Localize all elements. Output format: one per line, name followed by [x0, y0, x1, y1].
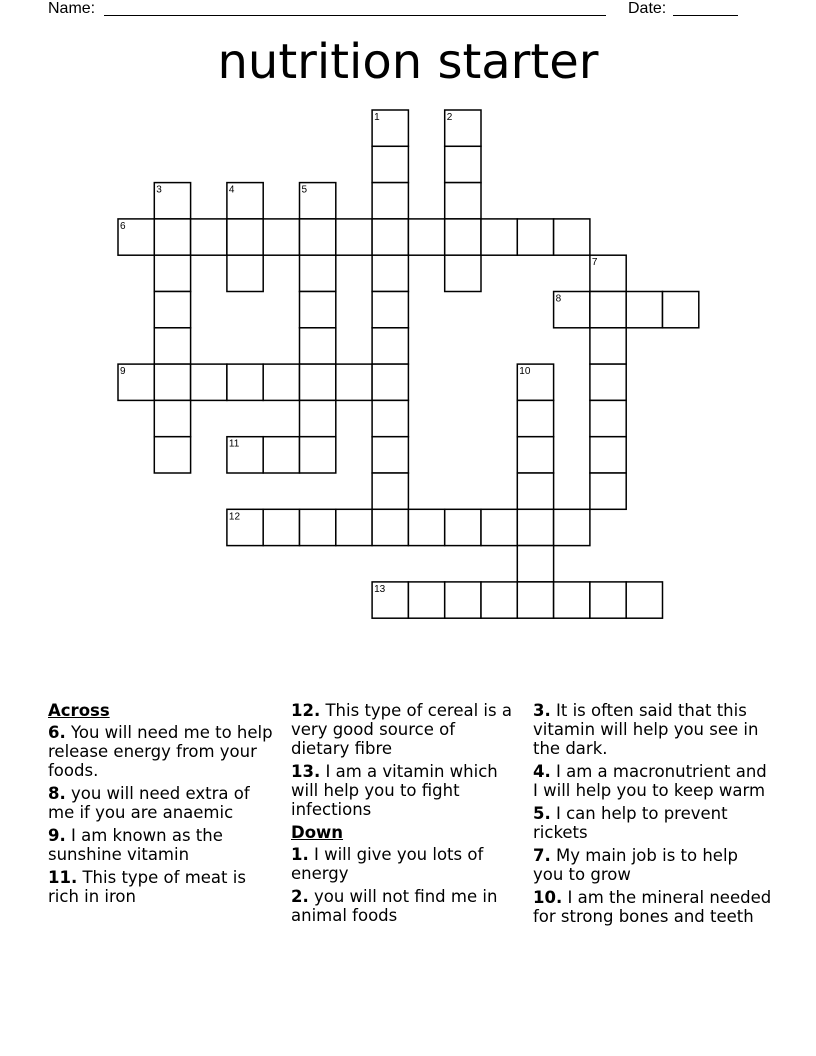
- grid-cell[interactable]: [372, 437, 408, 473]
- clue-number: 5.: [533, 804, 551, 823]
- grid-cell[interactable]: [445, 582, 481, 618]
- cell-number: 5: [301, 184, 308, 196]
- grid-cell[interactable]: [408, 509, 444, 545]
- grid-cell[interactable]: [554, 582, 590, 618]
- grid-cell[interactable]: [300, 219, 336, 255]
- clue-across-8: [48, 784, 273, 822]
- clue-number: 13.: [291, 762, 321, 781]
- grid-cell[interactable]: [517, 546, 553, 582]
- clue-text: I am a macronutrient and I will help you to keep warm: [533, 762, 767, 800]
- grid-cell[interactable]: [445, 219, 481, 255]
- grid-cell[interactable]: [590, 437, 626, 473]
- grid-cell[interactable]: [481, 509, 517, 545]
- across-heading: Across: [48, 701, 110, 720]
- grid-cell[interactable]: [263, 437, 299, 473]
- clue-text: I am a vitamin which will help you to fight infections: [291, 762, 498, 819]
- page-title: nutrition starter: [217, 34, 599, 90]
- cell-number: 3: [156, 184, 162, 196]
- cell-number: 13: [374, 583, 386, 595]
- grid-cell[interactable]: [227, 255, 263, 291]
- grid-cell[interactable]: [481, 582, 517, 618]
- clue-text: This type of cereal is a very good source of dietary fibre: [291, 701, 512, 758]
- grid-cell[interactable]: [590, 364, 626, 400]
- grid-cell[interactable]: [336, 509, 372, 545]
- clue-down-7: [533, 846, 773, 884]
- grid-cell[interactable]: [263, 219, 299, 255]
- clue-down-1: [291, 845, 516, 883]
- grid-cell[interactable]: [300, 364, 336, 400]
- clue-number: 10.: [533, 888, 563, 907]
- grid-cell[interactable]: [372, 219, 408, 255]
- grid-cell[interactable]: [517, 582, 553, 618]
- cell-number: 12: [228, 511, 241, 523]
- cell-number: 9: [120, 366, 126, 378]
- clue-text: It is often said that this vitamin will help you see in the dark.: [533, 701, 759, 758]
- clue-number: 2.: [291, 887, 309, 906]
- grid-cell[interactable]: [191, 364, 227, 400]
- grid-cell[interactable]: [263, 364, 299, 400]
- clues-column-2: [291, 701, 516, 929]
- clue-text: I am known as the sunshine vitamin: [48, 826, 223, 864]
- grid-cell[interactable]: [300, 400, 336, 436]
- grid-cell[interactable]: [372, 328, 408, 364]
- grid-cell[interactable]: [663, 292, 699, 328]
- clue-number: 11.: [48, 868, 78, 887]
- grid-cell[interactable]: [227, 364, 263, 400]
- grid-cell[interactable]: [154, 437, 190, 473]
- grid-cell[interactable]: [372, 509, 408, 545]
- grid-cell[interactable]: [445, 255, 481, 291]
- clue-text: you will need extra of me if you are anaemic: [48, 784, 250, 822]
- grid-cell[interactable]: [336, 364, 372, 400]
- grid-cell[interactable]: [372, 146, 408, 182]
- grid-cell[interactable]: [517, 509, 553, 545]
- grid-cell[interactable]: [445, 146, 481, 182]
- grid-cell[interactable]: [590, 328, 626, 364]
- clue-number: 8.: [48, 784, 66, 803]
- cell-number: 1: [374, 112, 380, 123]
- date-label: Date:: [628, 0, 667, 17]
- grid-cell[interactable]: [445, 183, 481, 219]
- grid-cell[interactable]: [626, 582, 662, 618]
- clue-number: 1.: [291, 845, 309, 864]
- cell-number: 6: [120, 220, 126, 232]
- clue-text: I will give you lots of energy: [291, 845, 484, 883]
- clue-across-9: [48, 826, 273, 864]
- grid-cell[interactable]: [590, 292, 626, 328]
- clue-across-13: [291, 762, 516, 819]
- grid-cell[interactable]: [590, 473, 626, 509]
- grid-cell[interactable]: [372, 255, 408, 291]
- clue-down-3: [533, 701, 773, 758]
- grid-cell[interactable]: [590, 400, 626, 436]
- grid-cell[interactable]: [300, 437, 336, 473]
- grid-cell[interactable]: [590, 582, 626, 618]
- cell-number: 8: [555, 293, 562, 305]
- clues-column-3: [533, 701, 773, 930]
- clue-text: I am the mineral needed for strong bones and teeth: [533, 888, 772, 926]
- clue-across-6: [48, 723, 273, 780]
- grid-cell[interactable]: [154, 292, 190, 328]
- grid-cell[interactable]: [372, 292, 408, 328]
- grid-cell[interactable]: [517, 219, 553, 255]
- clue-down-5: [533, 804, 773, 842]
- grid-cell[interactable]: [154, 219, 190, 255]
- clue-text: You will need me to help release energy from your foods.: [48, 723, 273, 780]
- cell-number: 2: [446, 112, 453, 123]
- grid-cell[interactable]: [154, 400, 190, 436]
- grid-cell[interactable]: [263, 509, 299, 545]
- cell-number: 4: [228, 184, 235, 196]
- grid-cell[interactable]: [372, 400, 408, 436]
- cell-number: 7: [591, 257, 598, 269]
- grid-cell[interactable]: [154, 328, 190, 364]
- grid-cell[interactable]: [517, 400, 553, 436]
- grid-cell[interactable]: [154, 364, 190, 400]
- cell-number: 10: [519, 366, 531, 378]
- clue-number: 9.: [48, 826, 66, 845]
- grid-cell[interactable]: [372, 183, 408, 219]
- clue-text: you will not find me in animal foods: [291, 887, 498, 925]
- grid-cell[interactable]: [300, 255, 336, 291]
- grid-cell[interactable]: [227, 219, 263, 255]
- clue-across-11: [48, 868, 273, 906]
- clue-text: This type of meat is rich in iron: [48, 868, 246, 906]
- grid-cell[interactable]: [554, 509, 590, 545]
- grid-cell[interactable]: [154, 255, 190, 291]
- grid-cell[interactable]: [300, 328, 336, 364]
- clue-number: 12.: [291, 701, 321, 720]
- grid-cell[interactable]: [408, 582, 444, 618]
- clue-number: 6.: [48, 723, 66, 742]
- clue-across-12: [291, 701, 516, 758]
- grid-cell[interactable]: [481, 219, 517, 255]
- name-label: Name:: [48, 0, 96, 17]
- clue-number: 7.: [533, 846, 551, 865]
- clue-number: 4.: [533, 762, 551, 781]
- clue-number: 3.: [533, 701, 551, 720]
- grid-cell[interactable]: [517, 437, 553, 473]
- down-heading: Down: [291, 823, 344, 842]
- clue-text: My main job is to help you to grow: [533, 846, 739, 884]
- grid-cell[interactable]: [517, 473, 553, 509]
- grid-cell[interactable]: [336, 219, 372, 255]
- grid-cell[interactable]: [300, 292, 336, 328]
- grid-cell[interactable]: [626, 292, 662, 328]
- cell-number: 11: [228, 438, 240, 450]
- grid-cell[interactable]: [445, 509, 481, 545]
- clue-down-10: [533, 888, 773, 926]
- grid-cell[interactable]: [408, 219, 444, 255]
- grid-cell[interactable]: [300, 509, 336, 545]
- clue-down-4: [533, 762, 773, 800]
- grid-cell[interactable]: [191, 219, 227, 255]
- grid-cell[interactable]: [554, 219, 590, 255]
- clue-down-2: [291, 887, 516, 925]
- clue-text: I can help to prevent rickets: [533, 804, 728, 842]
- grid-cell[interactable]: [372, 473, 408, 509]
- clues-column-1: [48, 701, 273, 910]
- grid-cell[interactable]: [372, 364, 408, 400]
